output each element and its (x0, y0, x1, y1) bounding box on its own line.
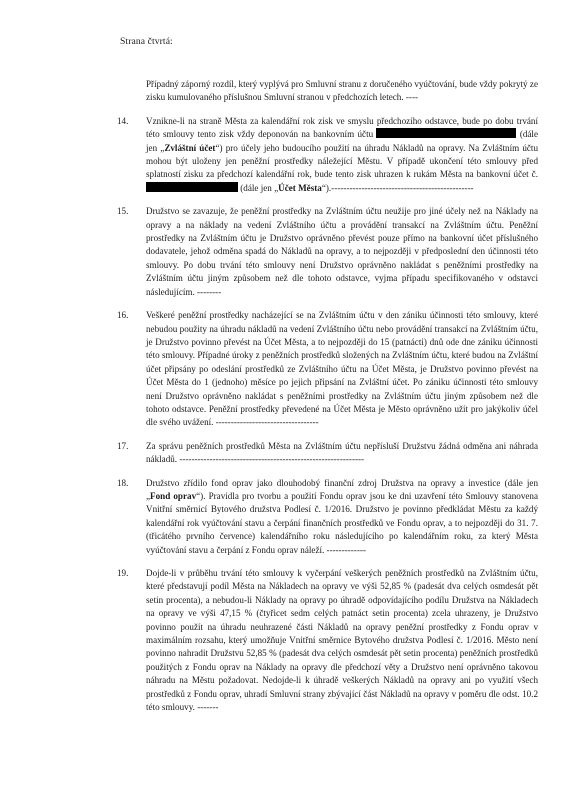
defined-term: Zvláštní účet (164, 142, 216, 153)
clause-text: Za správu peněžních prostředků Města na Zvláštním účtu nepřísluší Družstvu žádná odměna ani náhrada nákladů. ------------------------------------------------------------- (146, 440, 538, 465)
defined-term: Fond oprav (150, 490, 197, 501)
clause-number: 18. (117, 477, 129, 488)
clause-15 (117, 205, 538, 299)
clause-19 (117, 567, 538, 714)
clause-number: 15. (117, 206, 129, 217)
clause-16 (117, 309, 538, 430)
redaction-bar (146, 182, 238, 192)
document-body (117, 78, 538, 724)
clause-number: 16. (117, 310, 129, 321)
page-label: Strana čtvrtá: (120, 36, 173, 47)
clause-text: Veškeré peněžní prostředky nacházející se na Zvláštním účtu v den zániku účinnosti této smlouvy, které nebudou použity na úhradu nákladů na vedení Zvláštního účtu nebo provádění transakcí na Zvláštním účtu, je Družstvo povinno převést na Účet Města, a to nejpozději do 15 (patnácti) dnů ode dne zániku účinnosti této smlouvy. Případné úroky z peněžních prostředků složených na Zvláštním účtu, které budou na Zvláštní účet připsány po odeslání prostředků ze Zvláštního účtu na Účet Města, je Družstvo povinno převést na Účet Města do 1 (jednoho) měsíce po jejich připsání na Zvláštní účet. Po zániku účinnosti této smlouvy není Družstvo oprávněno nakládat s peněžními prostředky na Zvláštním účtu jiným způsobem než dle tohoto odstavce. Peněžní prostředky převedené na Účet Města je Město oprávněno užít pro jakýkoliv účel dle svého uvážení. ---------------------------------- (146, 310, 538, 428)
clause-number: 17. (117, 440, 129, 451)
intro-paragraph: Případný záporný rozdíl, který vyplývá pro Smluvní stranu z doručeného vyúčtování, bude vždy pokrytý ze zisku kumulovaného příslušnou Smluvní stranou v předchozích letech. ---- (146, 79, 538, 103)
clause-text: Vznikne-li na straně Města za kalendářní rok zisk ve smyslu předchozího odstavce, bude po dobu trvání této smlouvy tento zisk vždy deponován na bankovním účtu (dále jen „Zvláštní účet“) pro účely jeho budoucího použití na úhradu Nákladů na opravy. Na Zvláštním účtu mohou být uloženy jen peněžní prostředky náležející Městu. V případě ukončení této smlouvy před splatností zisku za předchozí kalendářní rok, bude tento zisk uhrazen k rukám Města na bankovní účet č. (dále jen „Účet Města“).----------------------------------------------- (146, 115, 538, 193)
defined-term: Účet Města (278, 182, 322, 193)
clause-17 (117, 440, 538, 467)
clause-18 (117, 477, 538, 557)
clause-text: Dojde-li v průběhu trvání této smlouvy k vyčerpání veškerých peněžních prostředků na Zvláštním účtu, které představují podíl Města na Nákladech na opravy ve výši 52,85 % (padesát dva celých osmdesát pět setin procenta), a nebudou-li Náklady na opravy po úhradě odpovídajícího podílu Družstva na Nákladech na opravy ve výši 47,15 % (čtyřicet sedm celých patnáct setin procenta) zcela uhrazeny, je Družstvo povinno použít na úhradu neuhrazené části Nákladů na opravy peněžní prostředky z Fondu oprav v maximálním rozsahu, který umožňuje Vnitřní směrnice Bytového družstva Podlesí č. 1/2016. Město není povinno nahradit Družstvu 52,85 % (padesát dva celých osmdesát pět setin procenta) peněžních prostředků použitých z Fondu oprav na Náklady na opravy dle předchozí věty a Družstvo není oprávněno takovou náhradu na Městu požadovat. Nedojde-li k úhradě veškerých Nákladů na opravy ani po využití všech prostředků z Fondu oprav, uhradí Smluvní strany zbývající část Nákladů na opravy v poměru dle odst. 10.2 této smlouvy. ------- (146, 568, 538, 713)
clause-number: 19. (117, 568, 129, 578)
clause-number: 14. (117, 115, 129, 126)
clause-text: Družstvo zřídilo fond oprav jako dlouhodobý finanční zdroj Družstva na opravy a investice (dále jen „Fond oprav“). Pravidla pro tvorbu a použití Fondu oprav jsou ke dni uzavření této Smlouvy stanovena Vnitřní směrnicí Bytového družstva Podlesí č. 1/2016. Družstvo je povinno předkládat Městu za každý kalendářní rok vyúčtování stavu a čerpání finančních prostředků ve Fondu oprav, a to nejpozději do 31. 7. (třicátého prvního července) kalendářního roku následujícího po kalendářním roku, za který Města vyúčtování stavu a čerpání z Fondu oprav náleží. ------------- (146, 477, 538, 555)
redaction-bar (376, 128, 516, 138)
clause-14 (117, 115, 538, 195)
clause-text: Družstvo se zavazuje, že peněžní prostředky na Zvláštním účtu neužije pro jiné účely než na Náklady na opravy a na náklady na vedení Zvláštního účtu a provádění transakcí na Zvláštním účtu. Peněžní prostředky na Zvláštním účtu je Družstvo oprávněno převést pouze přímo na bankovní účet příslušného dodavatele, jehož odměna spadá do Nákladů na opravy, a to nejpozději v předposlední den účinnosti této smlouvy. Po dobu trvání této smlouvy není Družstvo oprávněno nakládat s peněžními prostředky na Zvláštním účtu jiným způsobem než dle tohoto odstavce, vyjma případu specifikovaného v odstavci následujícím. -------- (146, 206, 538, 297)
